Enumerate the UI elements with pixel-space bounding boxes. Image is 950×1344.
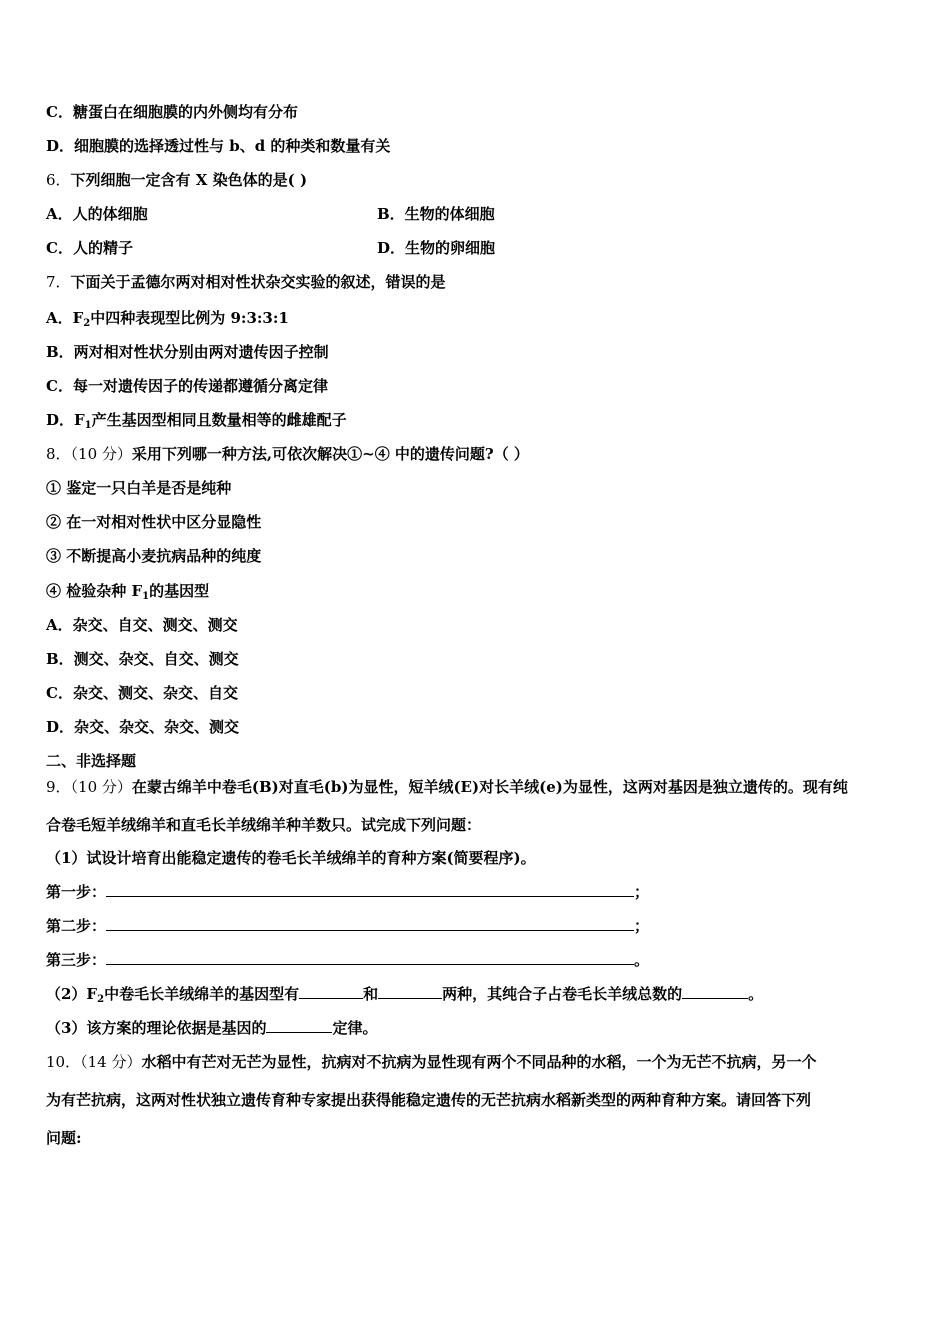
q7-text: 下面关于孟德尔两对相对性状杂交实验的叙述，错误的是: [70, 273, 446, 291]
q9-part-2-a: （2）F: [46, 985, 98, 1003]
q10-text-1: 水稻中有芒对无芒为显性，抗病对不抗病为显性现有两个不同品种的水稻，一个为无芒不抗病，另一个: [141, 1053, 817, 1071]
q8-item-4-sub: 1: [142, 591, 150, 602]
q9-part-2: [46, 984, 763, 1010]
q9-step-3: [46, 950, 649, 970]
q7-option-c: C．每一对遗传因子的传递都遵循分离定律: [46, 377, 328, 395]
q8-text: 采用下列哪一种方法,可依次解决①~④ 中的遗传问题?（ ）: [131, 445, 529, 463]
q9-step-1-punct: ；: [634, 883, 650, 901]
q8-item-4-post: 的基因型: [149, 582, 210, 600]
q7-option-d-sub: 1: [84, 420, 92, 431]
q9-stem-line2: 合卷毛短羊绒绵羊和直毛长羊绒绵羊种羊数只。试完成下列问题：: [46, 816, 482, 834]
q8-item-4: [46, 581, 209, 607]
q5-option-d: D．细胞膜的选择透过性与 b、d 的种类和数量有关: [46, 137, 391, 155]
q7-option-a-pre: A．F: [46, 309, 84, 327]
q8-item-1: ① 鉴定一只白羊是否是纯种: [46, 479, 232, 497]
q9-step-1: [46, 882, 649, 902]
q9-part-2-e: 。: [748, 985, 764, 1003]
q9-part-2-blank-2[interactable]: [378, 984, 442, 999]
q9-step-3-blank[interactable]: [106, 950, 634, 965]
q10-stem-line1: [46, 1052, 816, 1072]
q9-step-2-blank[interactable]: [106, 916, 634, 931]
q9-part-3-blank[interactable]: [266, 1018, 332, 1033]
q9-part-3-a: （3）该方案的理论依据是基因的: [46, 1019, 267, 1037]
q8-option-b: B．测交、杂交、自交、测交: [46, 650, 239, 668]
q6-text: 下列细胞一定含有 X 染色体的是( ): [70, 171, 308, 189]
q9-part-2-d: 两种，其纯合子占卷毛长羊绒总数的: [442, 985, 683, 1003]
q9-part-2-blank-1[interactable]: [299, 984, 363, 999]
q9-step-1-label: 第一步：: [46, 883, 107, 901]
q6-number: 6．: [46, 171, 71, 189]
q9-stem-line1: [46, 777, 848, 797]
q9-part-1: （1）试设计培育出能稳定遗传的卷毛长羊绒绵羊的育种方案(简要程序)。: [46, 849, 536, 867]
q7-option-a-sub: 2: [83, 318, 91, 329]
section-heading: 二、非选择题: [46, 752, 137, 770]
q8-item-4-pre: ④ 检验杂种 F: [46, 582, 143, 600]
q7-option-b: B．两对相对性状分别由两对遗传因子控制: [46, 343, 329, 361]
q7-option-d: [46, 410, 347, 436]
q9-number: 9．（10 分）: [46, 778, 132, 796]
q9-step-1-blank[interactable]: [106, 882, 634, 897]
q10-stem-line2: 为有芒抗病，这两对性状独立遗传育种专家提出获得能稳定遗传的无芒抗病水稻新类型的两种育种方案。请回答下列: [46, 1091, 812, 1109]
q7-option-d-pre: D．F: [46, 411, 85, 429]
q9-part-3: [46, 1018, 377, 1038]
q7-option-a-post: 中四种表现型比例为 9:3:3:1: [90, 309, 289, 327]
q6-option-d: D．生物的卵细胞: [377, 239, 496, 257]
q9-part-2-blank-3[interactable]: [682, 984, 748, 999]
q10-stem-line3: 问题:: [46, 1129, 82, 1147]
q8-option-a: A．杂交、自交、测交、测交: [46, 616, 238, 634]
q7-option-d-post: 产生基因型相同且数量相等的雌雄配子: [91, 411, 347, 429]
q9-step-2-label: 第二步：: [46, 917, 107, 935]
q9-part-2-c: 和: [363, 985, 379, 1003]
q8-option-c: C．杂交、测交、杂交、自交: [46, 684, 238, 702]
q8-number: 8．（10 分）: [46, 445, 132, 463]
q9-step-2: [46, 916, 649, 936]
q6-option-a: A．人的体细胞: [46, 205, 148, 223]
q9-text-1: 在蒙古绵羊中卷毛(B)对直毛(b)为显性，短羊绒(E)对长羊绒(e)为显性，这两对基因是独立遗传的。现有纯: [131, 778, 848, 796]
q7-option-a: [46, 308, 289, 334]
q7-number: 7．: [46, 273, 71, 291]
q6-stem: [46, 170, 307, 190]
q9-part-3-b: 定律。: [332, 1019, 378, 1037]
q8-option-d: D．杂交、杂交、杂交、测交: [46, 718, 240, 736]
q8-item-2: ② 在一对相对性状中区分显隐性: [46, 513, 262, 531]
q8-item-3: ③ 不断提高小麦抗病品种的纯度: [46, 547, 262, 565]
q9-part-2-b: 中卷毛长羊绒绵羊的基因型有: [104, 985, 300, 1003]
q6-option-c: C．人的精子: [46, 239, 133, 257]
q6-option-b: B．生物的体细胞: [377, 205, 495, 223]
q10-number: 10．（14 分）: [46, 1053, 142, 1071]
q7-stem: [46, 272, 446, 292]
q9-step-2-punct: ；: [634, 917, 650, 935]
q5-option-c: C．糖蛋白在细胞膜的内外侧均有分布: [46, 103, 298, 121]
q8-stem: [46, 444, 529, 464]
q9-step-3-punct: 。: [634, 951, 650, 969]
q9-part-2-sub: 2: [97, 994, 105, 1005]
q9-step-3-label: 第三步：: [46, 951, 107, 969]
